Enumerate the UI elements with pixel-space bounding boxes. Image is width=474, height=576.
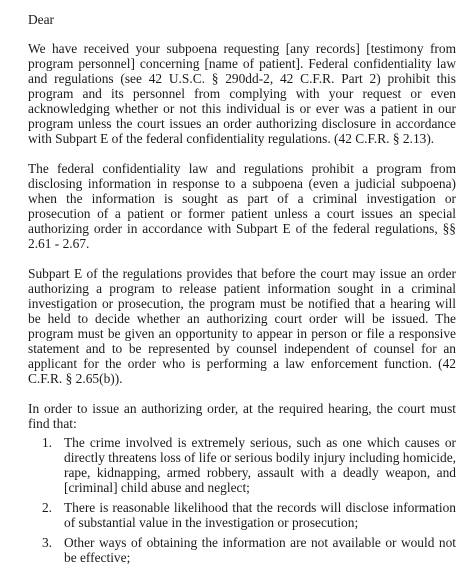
- finding-text: The crime involved is extremely serious, such as one which causes or directly threatens loss of life or serious bodily injury including homicide, rape, kidnapping, armed robbery, assault with a deadly weapon, and [criminal] child abuse and neglect;: [64, 435, 456, 495]
- finding-number: 2.: [41, 500, 52, 515]
- paragraph-subpoena-received: We have received your subpoena requesting [any records] [testimony from program personnel] concerning [name of patient]. Federal confidentiality law and regulations (see 42 U.S.C. § 290dd-2, 42 C.F.R. Part 2) prohibit this program and its personnel from complying with your request or even acknowledging whether or not this individual is or ever was a patient in our program unless the court issues an order authorizing disclosure in accordance with Subpart E of the federal confidentiality regulations. (42 C.F.R. § 2.13).: [28, 41, 456, 146]
- finding-item: [28, 500, 456, 530]
- findings-list: [28, 435, 456, 565]
- finding-text: There is reasonable likelihood that the records will disclose information of substantial value in the investigation or prosecution;: [64, 500, 456, 530]
- finding-number: 1.: [41, 435, 52, 450]
- paragraph-subpart-e: Subpart E of the regulations provides that before the court may issue an order authorizing a program to release patient information sought in a criminal investigation or prosecution, the program must be notified that a hearing will be held to decide whether an authorizing court order will be issued. The program must be given an opportunity to appear in person or file a responsive statement and to be represented by counsel independent of counsel for an applicant for the order who is performing a law enforcement function. (42 C.F.R. § 2.65(b)).: [28, 266, 456, 386]
- finding-item: [28, 535, 456, 565]
- salutation: Dear: [28, 12, 55, 27]
- paragraph-disclosure-prohibition: The federal confidentiality law and regulations prohibit a program from disclosing information in response to a subpoena (even a judicial subpoena) when the information is sought as part of a criminal investigation or prosecution of a patient or former patient unless a court issues an special authorizing order in accordance with Subpart E of the federal regulations, §§ 2.61 - 2.67.: [28, 161, 456, 251]
- finding-text: Other ways of obtaining the information are not available or would not be effective;: [64, 535, 456, 565]
- finding-item: [28, 435, 456, 495]
- finding-number: 3.: [41, 535, 52, 550]
- findings-intro: In order to issue an authorizing order, at the required hearing, the court must find that:: [28, 401, 456, 431]
